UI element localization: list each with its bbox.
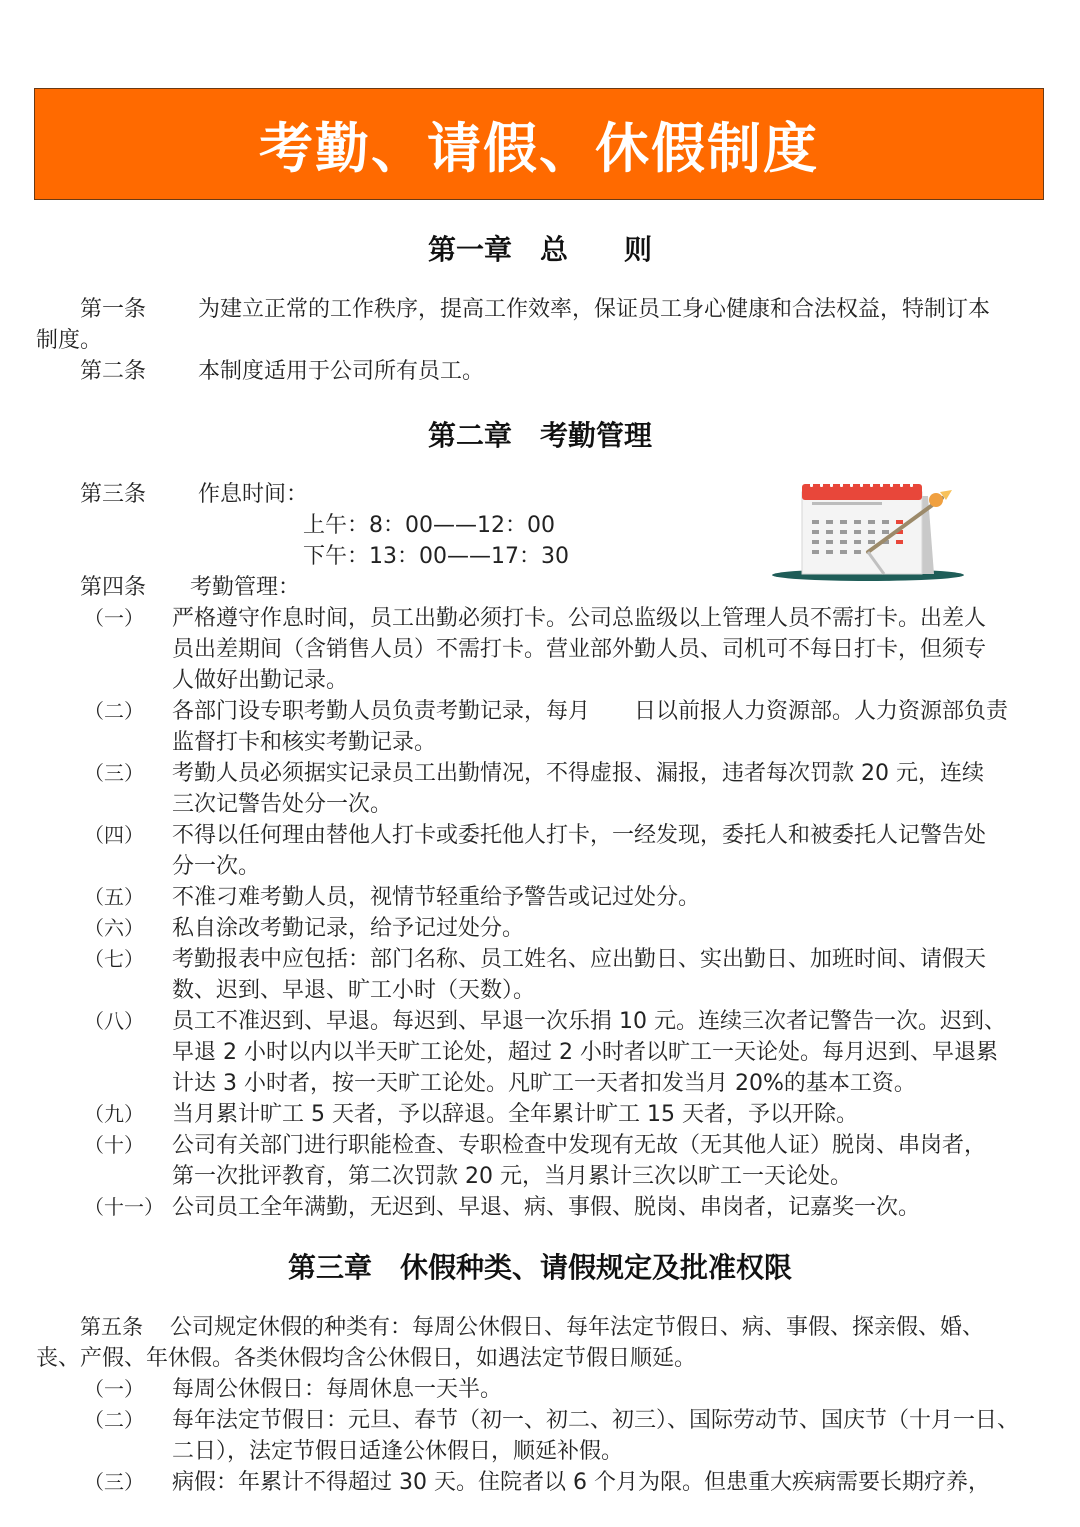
item-number: （四） [84, 823, 144, 847]
item-text-line: 不得以任何理由替他人打卡或委托他人打卡，一经发现，委托人和被委托人记警告处 [172, 823, 987, 848]
schedule-afternoon: 下午：13：00——17：30 [303, 544, 569, 569]
article-5-text: 公司规定休假的种类有：每周公休假日、每年法定节假日、病、事假、探亲假、婚、 [170, 1315, 985, 1340]
item-text-line: 各部门设专职考勤人员负责考勤记录，每月 日以前报人力资源部。人力资源部负责 [172, 699, 1009, 724]
item-number: （三） [84, 761, 144, 785]
schedule-morning: 上午：8：00——12：00 [303, 513, 555, 538]
item-text-line: 员工不准迟到、早退。每迟到、早退一次乐捐 10 元。连续三次者记警告一次。迟到、 [172, 1009, 1006, 1034]
article-1-text-cont: 制度。 [36, 328, 103, 353]
item-text-line: 第一次批评教育，第二次罚款 20 元，当月累计三次以旷工一天论处。 [172, 1164, 852, 1189]
item-text-line: 监督打卡和核实考勤记录。 [172, 730, 437, 755]
page-title: 考勤、请假、休假制度 [259, 116, 819, 180]
item-text-line: 员出差期间（含销售人员）不需打卡。营业部外勤人员、司机可不每日打卡，但须专 [172, 637, 987, 662]
item-text-line: 考勤人员必须据实记录员工出勤情况，不得虚报、漏报，违者每次罚款 20 元，连续 [172, 761, 984, 786]
item-text-line: 公司有关部门进行职能检查、专职检查中发现有无故（无其他人证）脱岗、串岗者， [172, 1133, 987, 1158]
item-text-line: 病假：年累计不得超过 30 天。住院者以 6 个月为限。但患重大疾病需要长期疗养， [172, 1470, 990, 1495]
item-number: （二） [84, 1408, 144, 1432]
item-number: （一） [84, 606, 144, 630]
article-2-label: 第二条 [80, 359, 147, 384]
item-text-line: 早退 2 小时以内以半天旷工论处，超过 2 小时者以旷工一天论处。每月迟到、早退累 [172, 1040, 998, 1065]
item-number: （九） [84, 1102, 144, 1126]
chapter-1-heading: 第一章 总 则 [427, 233, 652, 266]
chapter-3-heading: 第三章 休假种类、请假规定及批准权限 [287, 1251, 792, 1284]
item-text-line: 严格遵守作息时间，员工出勤必须打卡。公司总监级以上管理人员不需打卡。出差人 [172, 606, 987, 631]
chapter-2-heading: 第二章 考勤管理 [427, 419, 652, 452]
item-text-line: 每年法定节假日：元旦、春节（初一、初二、初三）、国际劳动节、国庆节（十月一日、 [172, 1408, 1020, 1433]
title-banner [34, 88, 1044, 200]
item-text-line: 当月累计旷工 5 天者，予以辞退。全年累计旷工 15 天者，予以开除。 [172, 1102, 858, 1127]
item-text-line: 人做好出勤记录。 [172, 668, 349, 693]
article-5-text-cont: 丧、产假、年休假。各类休假均含公休假日，如遇法定节假日顺延。 [36, 1346, 697, 1371]
item-number: （五） [84, 885, 144, 909]
item-text-line: 不准刁难考勤人员，视情节轻重给予警告或记过处分。 [172, 885, 701, 910]
item-number: （七） [84, 947, 144, 971]
item-text-line: 私自涂改考勤记录，给予记过处分。 [172, 916, 525, 941]
item-number: （八） [84, 1009, 144, 1033]
item-text-line: 考勤报表中应包括：部门名称、员工姓名、应出勤日、实出勤日、加班时间、请假天 [172, 947, 987, 972]
item-text-line: 每周公休假日：每周休息一天半。 [172, 1377, 503, 1402]
calendar-weekday-row [812, 502, 882, 505]
calendar-needle-head [929, 493, 943, 507]
item-number: （三） [84, 1470, 144, 1494]
item-number: （一） [84, 1377, 144, 1401]
item-number: （六） [84, 916, 144, 940]
item-text-line: 计达 3 小时者，按一天旷工论处。凡旷工一天者扣发当月 20%的基本工资。 [172, 1071, 916, 1096]
item-text-line: 数、迟到、早退、旷工小时（天数）。 [172, 978, 536, 1003]
article-1-text: 为建立正常的工作秩序，提高工作效率，保证员工身心健康和合法权益，特制订本 [198, 297, 991, 322]
article-1-label: 第一条 [80, 297, 147, 322]
article-3-text: 作息时间： [198, 482, 309, 507]
item-text-line: 分一次。 [172, 854, 261, 879]
item-text-line: 二日），法定节假日适逢公休假日，顺延补假。 [172, 1439, 624, 1464]
article-2-text: 本制度适用于公司所有员工。 [198, 359, 485, 384]
article-5-label: 第五条 [80, 1315, 143, 1339]
calendar-icon [756, 462, 980, 586]
item-number: （十一） [84, 1195, 164, 1219]
article-3-label: 第三条 [80, 482, 147, 507]
article-4-text: 考勤管理： [190, 575, 301, 600]
article-4-label: 第四条 [80, 575, 147, 600]
item-number: （二） [84, 699, 144, 723]
item-text-line: 三次记警告处分一次。 [172, 792, 393, 817]
item-text-line: 公司员工全年满勤，无迟到、早退、病、事假、脱岗、串岗者，记嘉奖一次。 [172, 1195, 921, 1220]
item-number: （十） [84, 1133, 144, 1157]
